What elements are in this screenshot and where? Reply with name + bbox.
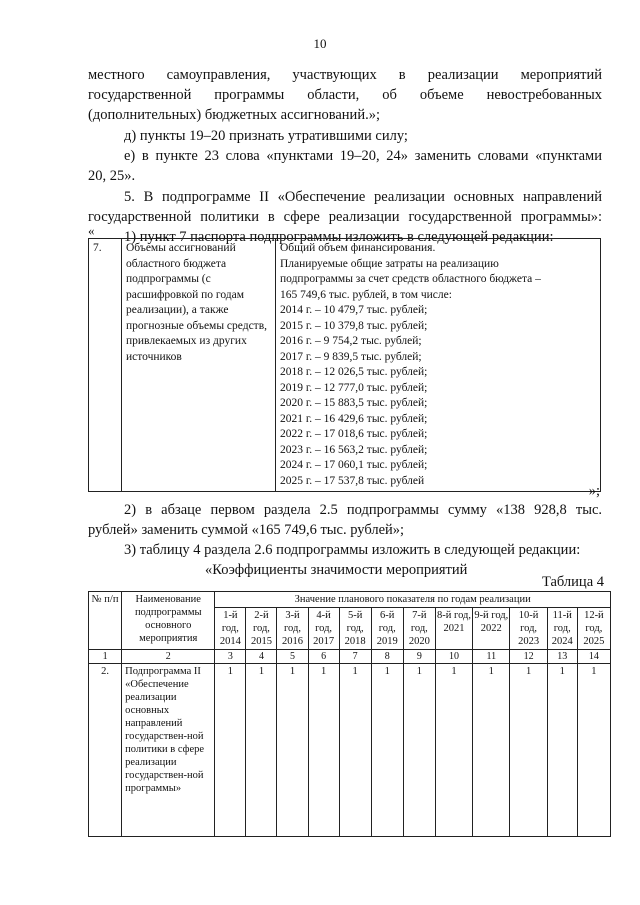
header-year: 1-й год, 2014 — [215, 608, 246, 650]
passport-line: 2015 г. – 10 379,8 тыс. рублей; — [280, 319, 428, 332]
row-value: 1 — [339, 664, 371, 837]
passport-line: 2017 г. – 9 839,5 тыс. рублей; — [280, 350, 422, 363]
item-2-line: 2) в абзаце первом раздела 2.5 подпрограммы сумму «138 928,8 тыс. — [124, 502, 602, 518]
col-number: 3 — [215, 650, 246, 664]
passport-line: 2020 г. – 15 883,5 тыс. рублей; — [280, 397, 428, 409]
header-year: 8-й год, 2021 — [435, 608, 472, 650]
passport-line: Общий объем финансирования. — [280, 242, 436, 254]
row-value: 1 — [403, 664, 435, 837]
header-num: № п/п — [89, 592, 122, 650]
paragraph-line: государственной программы области, об объеме невостребованных — [88, 87, 602, 103]
table-label: Таблица 4 — [541, 574, 604, 590]
row-name: Подпрограмма II «Обеспечение реализации основных направлений государствен-ной политики в сфере реализации государствен-ной программы» — [122, 664, 215, 837]
passport-line: 2016 г. – 9 754,2 тыс. рублей; — [280, 335, 422, 347]
item-d: д) пункты 19–20 признать утратившими силу; — [124, 128, 408, 144]
row-value: 1 — [277, 664, 308, 837]
significance-table — [88, 591, 611, 837]
header-year: 3-й год, 2016 — [277, 608, 308, 650]
col-number: 2 — [122, 650, 215, 664]
row-value: 1 — [510, 664, 547, 837]
passport-line: 2018 г. – 12 026,5 тыс. рублей; — [280, 366, 428, 378]
header-values: Значение планового показателя по годам реализации — [215, 592, 611, 608]
col-number: 10 — [435, 650, 472, 664]
item-5-line: 5. В подпрограмме II «Обеспечение реализации основных направлений — [124, 189, 602, 205]
header-year: 4-й год, 2017 — [308, 608, 339, 650]
passport-num: 7. — [89, 239, 122, 492]
col-number: 14 — [577, 650, 610, 664]
header-year: 7-й год, 2020 — [403, 608, 435, 650]
header-year: 2-й год, 2015 — [246, 608, 277, 650]
col-number: 1 — [89, 650, 122, 664]
row-value: 1 — [547, 664, 577, 837]
row-value: 1 — [215, 664, 246, 837]
header-year: 10-й год, 2023 — [510, 608, 547, 650]
header-name: Наименование подпрограммы основного мероприятия — [122, 592, 215, 650]
close-quote: »; — [588, 483, 600, 499]
passport-line: 2024 г. – 17 060,1 тыс. рублей; — [280, 459, 428, 471]
passport-line: 2025 г. – 17 537,8 тыс. рублей — [280, 474, 425, 487]
paragraph-line: местного самоуправления, участвующих в реализации мероприятий — [88, 67, 602, 83]
item-2-line: рублей» заменить суммой «165 749,6 тыс. рублей»; — [88, 522, 405, 538]
passport-label: Объемы ассигнований областного бюджета подпрограммы (с расшифровкой по годам реализации), а также прогнозные объемы средств, привлекаемых из других источников — [122, 239, 276, 492]
header-year: 11-й год, 2024 — [547, 608, 577, 650]
item-e-line: е) в пункте 23 слова «пунктами 19–20, 24» заменить словами «пунктами — [124, 148, 602, 164]
table-header-row — [89, 592, 611, 608]
paragraph-line: (дополнительных) бюджетных ассигнований.»; — [88, 107, 380, 123]
item-e-line: 20, 25». — [88, 168, 136, 184]
passport-line: 2019 г. – 12 777,0 тыс. рублей; — [280, 381, 428, 394]
row-value: 1 — [577, 664, 610, 837]
header-year: 12-й год, 2025 — [577, 608, 610, 650]
row-value: 1 — [308, 664, 339, 837]
row-value: 1 — [435, 664, 472, 837]
col-number: 5 — [277, 650, 308, 664]
table-row — [89, 239, 601, 492]
col-number: 6 — [308, 650, 339, 664]
passport-values — [276, 239, 601, 492]
passport-line: 2021 г. – 16 429,6 тыс. рублей; — [280, 412, 428, 425]
row-num: 2. — [89, 664, 122, 837]
passport-line: 2014 г. – 10 479,7 тыс. рублей; — [280, 304, 428, 316]
passport-line: Планируемые общие затраты на реализацию — [280, 257, 499, 270]
passport-line: 165 749,6 тыс. рублей, в том числе: — [280, 288, 452, 301]
passport-line: подпрограммы за счет средств областного бюджета – — [280, 273, 541, 285]
col-number: 7 — [339, 650, 371, 664]
col-number: 11 — [473, 650, 510, 664]
passport-line: 2022 г. – 17 018,6 тыс. рублей; — [280, 428, 428, 440]
col-number: 12 — [510, 650, 547, 664]
page-number: 10 — [313, 36, 327, 51]
row-value: 1 — [473, 664, 510, 837]
item-3: 3) таблицу 4 раздела 2.6 подпрограммы изложить в следующей редакции: — [124, 542, 581, 558]
header-year: 5-й год, 2018 — [339, 608, 371, 650]
item-5-line: 1) пункт 7 паспорта подпрограммы изложить в следующей редакции: — [124, 229, 554, 245]
item-5-line: государственной политики в сфере реализации государственной программы»: — [88, 209, 602, 225]
open-quote: « — [88, 223, 95, 238]
col-number: 13 — [547, 650, 577, 664]
row-value: 1 — [371, 664, 403, 837]
table-row — [89, 664, 611, 837]
row-value: 1 — [246, 664, 277, 837]
col-number: 4 — [246, 650, 277, 664]
passport-line: 2023 г. – 16 563,2 тыс. рублей; — [280, 443, 428, 456]
col-number: 8 — [371, 650, 403, 664]
table-row — [89, 650, 611, 664]
col-number: 9 — [403, 650, 435, 664]
table-title: «Коэффициенты значимости мероприятий — [205, 562, 468, 578]
header-year: 6-й год, 2019 — [371, 608, 403, 650]
passport-table — [88, 238, 601, 492]
header-year: 9-й год, 2022 — [473, 608, 510, 650]
